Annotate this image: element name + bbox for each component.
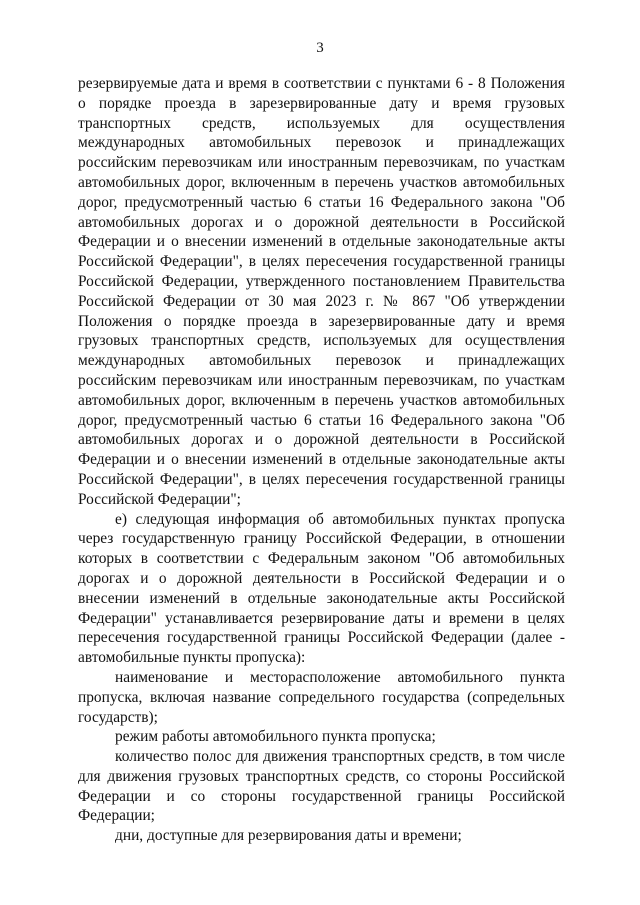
paragraph-lane-count: количество полос для движения транспортных средств, в том числе для движения грузовых транспортных средств, со стороны Российской Федерации и со стороны государственной границы Российской Федерации; <box>78 748 565 825</box>
paragraph-work-mode: режим работы автомобильного пункта пропуска; <box>115 728 436 746</box>
paragraph-available-days: дни, доступные для резервирования даты и времени; <box>115 827 462 845</box>
paragraph-continuation: резервируемые дата и время в соответствии с пунктами 6 - 8 Положения о порядке проезда в зарезервированные дату и время грузовых транспортных средств, используемых для осуществления международных автомобильных перевозок и принадлежащих российским перевозчикам или иностранным перевозчикам, по участкам автомобильных дорог, включенным в перечень участков автомобильных дорог, предусмотренный частью 6 статьи 16 Федерального закона "Об автомобильных дорогах и о дорожной деятельности в Российской Федерации и о внесении изменений в отдельные законодательные акты Российской Федерации", в целях пересечения государственной границы Российской Федерации, утвержденного постановлением Правительства Российской Федерации от 30 мая 2023 г. № 867 "Об утверждении Положения о порядке проезда в зарезервированные дату и время грузовых транспортных средств, используемых для осуществления международных автомобильных перевозок и принадлежащих российским перевозчикам или иностранным перевозчикам, по участкам автомобильных дорог, включенным в перечень участков автомобильных дорог, предусмотренный частью 6 статьи 16 Федерального закона "Об автомобильных дорогах и о дорожной деятельности в Российской Федерации и о внесении изменений в отдельные законодательные акты Российской Федерации", в целях пересечения государственной границы Российской Федерации"; <box>78 75 565 508</box>
document-body <box>78 74 565 846</box>
paragraph-name-location: наименование и месторасположение автомобильного пункта пропуска, включая название сопредельного государства (сопредельных государств); <box>78 668 565 726</box>
paragraph-item-e: е) следующая информация об автомобильных пунктах пропуска через государственную границу Российской Федерации, в отношении которых в соответствии с Федеральным законом "Об автомобильных дорогах и о дорожной деятельности в Российской Федерации и о внесении изменений в отдельные законодательные акты Российской Федерации" устанавливается резервирование даты и времени в целях пересечения государственной границы Российской Федерации (далее - автомобильные пункты пропуска): <box>78 510 565 667</box>
page-number: 3 <box>316 40 324 56</box>
